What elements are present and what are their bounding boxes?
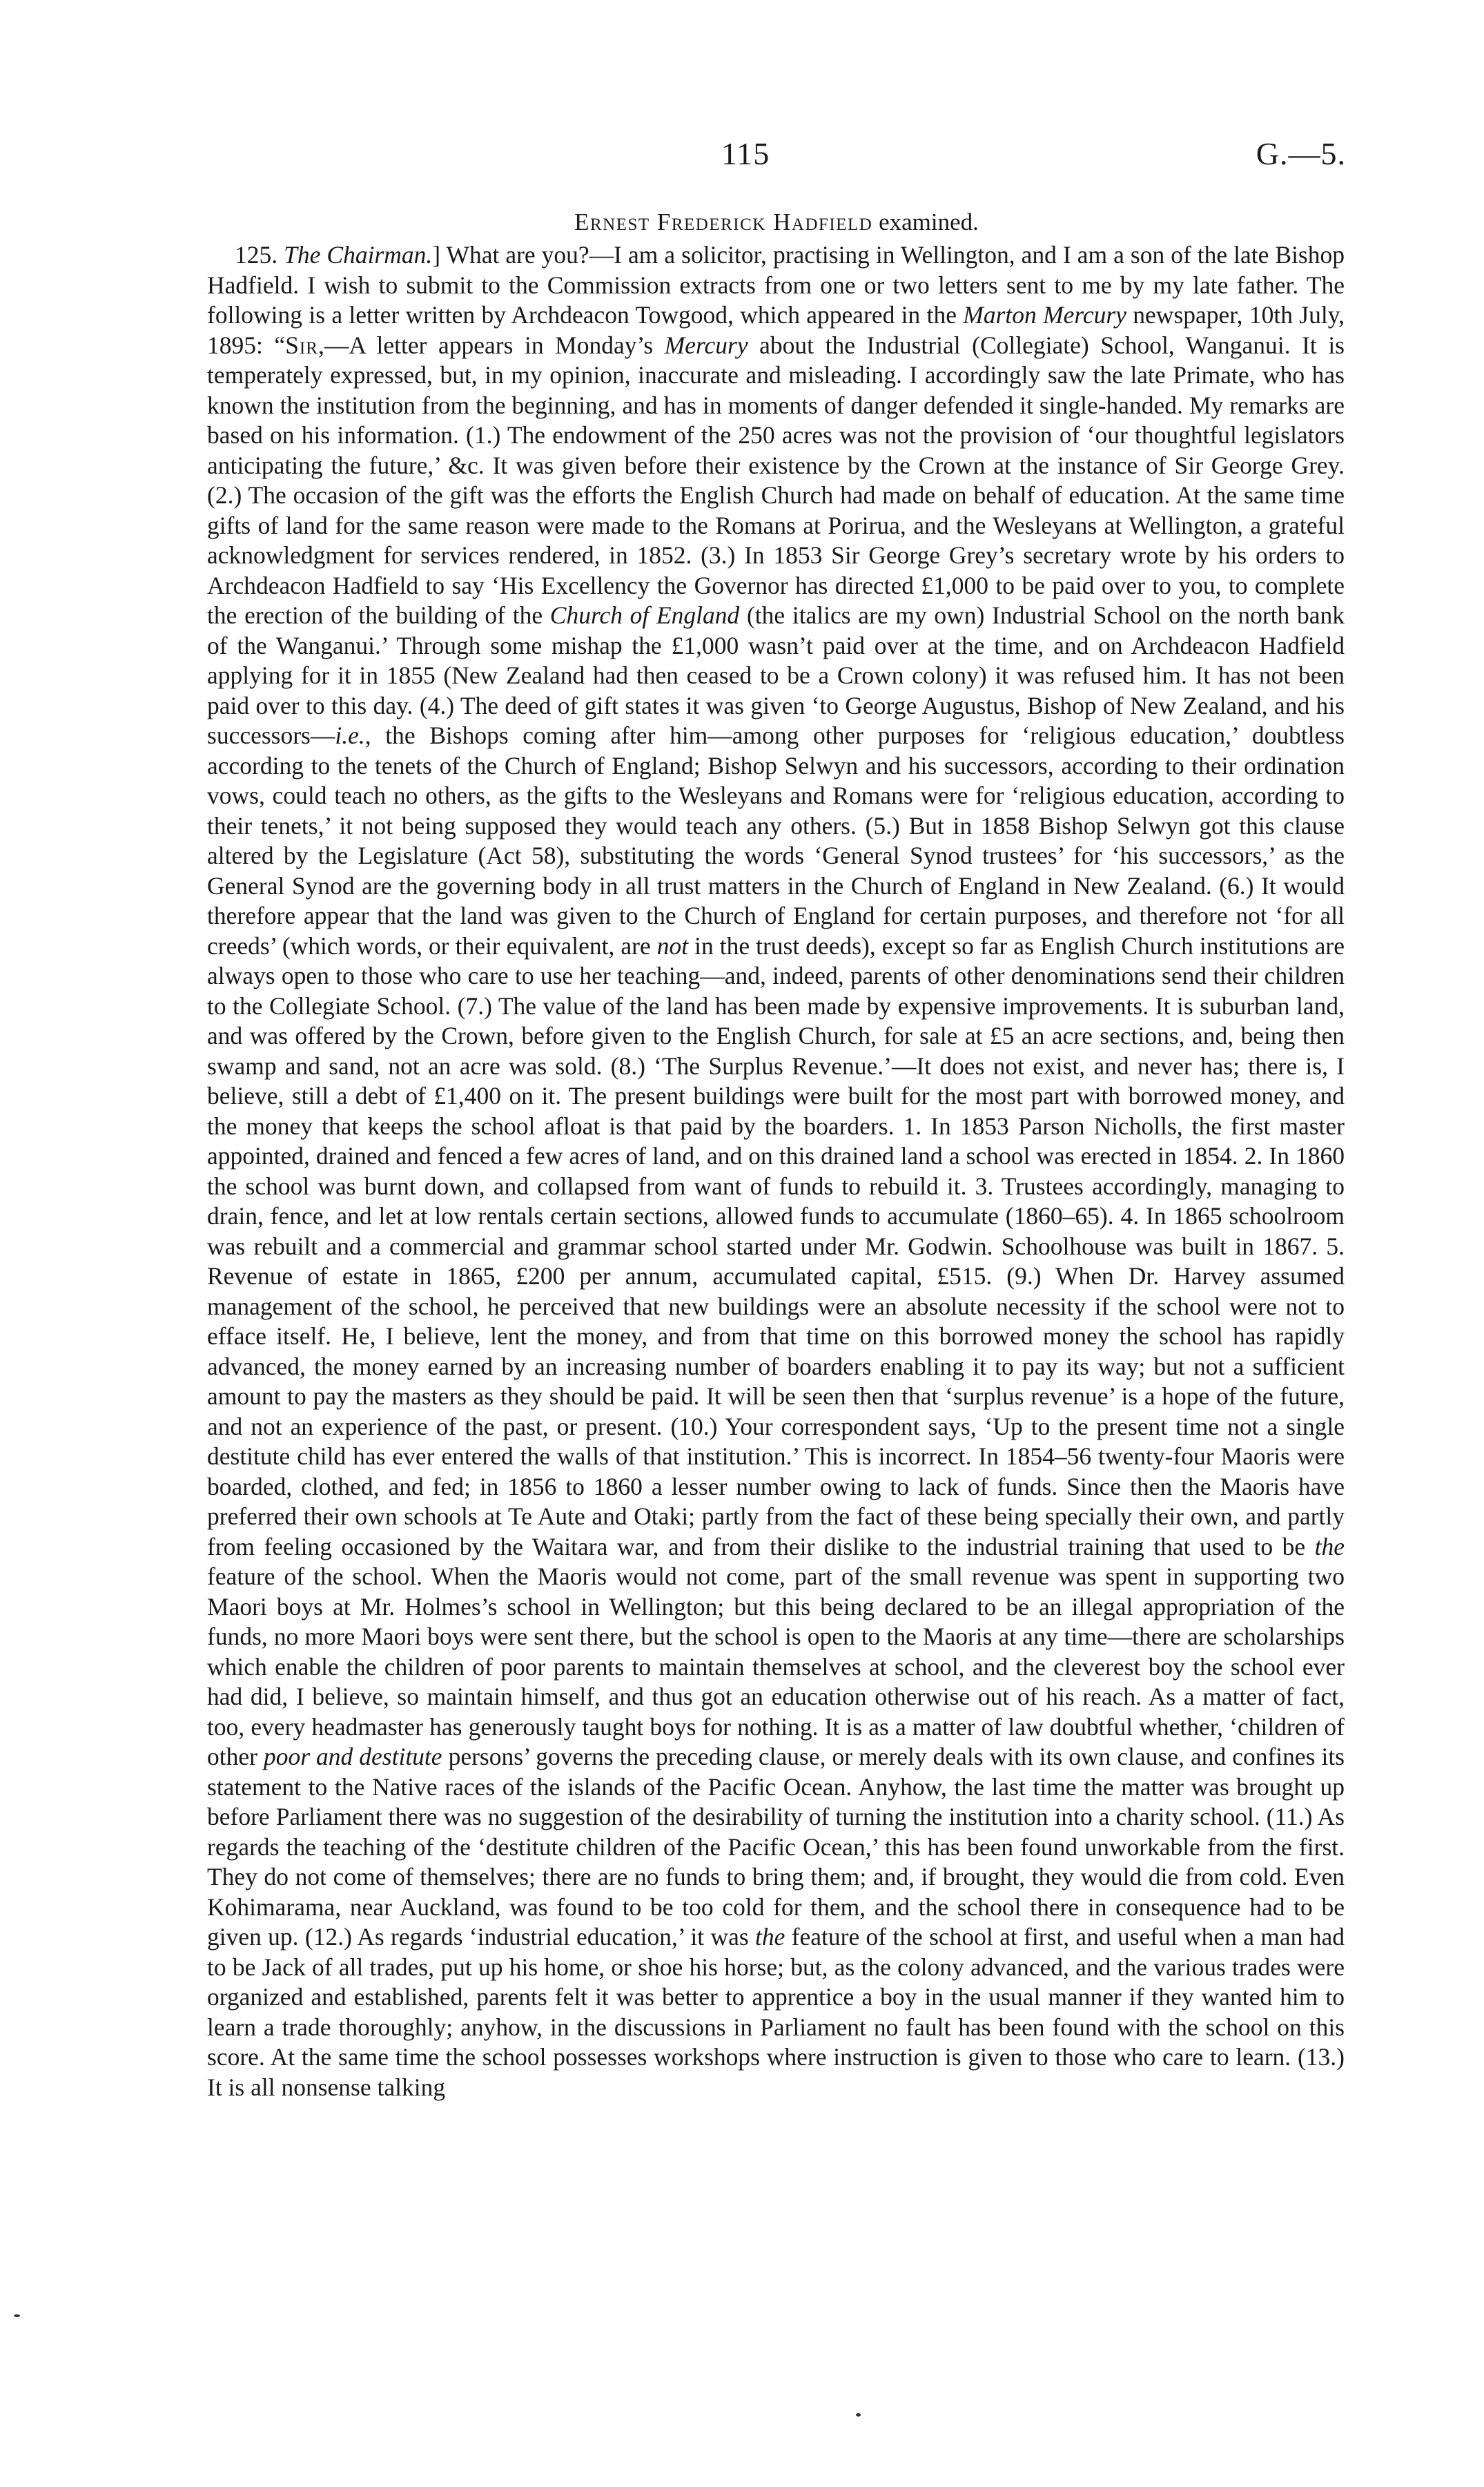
document-reference: G.—5. <box>1256 136 1346 171</box>
italic-emphasis: the <box>1314 1532 1345 1560</box>
witness-name: Ernest Frederick Hadfield <box>574 209 873 235</box>
stray-ink-mark <box>856 2413 861 2417</box>
testimony-paragraph <box>207 240 1345 2102</box>
text-run: feature of the school. When the Maoris would not come, part of the small revenue was spent in supporting two Maori boys at Mr. Holmes’s school in Wellington; but this being declared to be an illegal appropriation of the funds, no more Maori boys were sent there, but the school is open to the Maoris at any time—there are scholarships which enable the children of poor parents to maintain themselves at school, and the cleverest boy the school ever had did, I believe, so maintain himself, and thus got an education otherwise out of his reach. As a matter of fact, too, every headmaster has generously taught boys for nothing. It is as a matter of law doubtful whether, ‘children of other <box>207 1562 1345 1770</box>
text-run: (the italics are my own) Industrial School on the north bank of the Wanganui.’ Through some mishap the £1,000 wasn’t paid over at the time, and on Archdeacon Hadfield applying for it in 1855 (New Zealand had then ceased to be a Crown colony) it was refused him. It has not been paid over to this day. (4.) The deed of gift states it was given ‘to George Augustus, Bishop of New Zealand, and his successors— <box>207 601 1345 749</box>
italic-emphasis: the <box>754 1923 785 1951</box>
witness-heading <box>207 209 1346 236</box>
italic-emphasis: poor and destitute <box>263 1743 442 1770</box>
text-run: about the Industrial (Collegiate) School, Wanganui. It is temperately expressed, but, in my opinion, inaccurate and misleading. I accordingly saw the late Primate, who has known the institution from the beginning, and has in moments of danger defended it single-handed. My remarks are based on his information. (1.) The endowment of the 250 acres was not the provision of ‘our thoughtful legislators anticipating the future,’ &c. It was given before their existence by the Crown at the instance of Sir George Grey. (2.) The occasion of the gift was the efforts the English Church had made on behalf of education. At the same time gifts of land for the same reason were made to the Romans at Porirua, and the Wesleyans at Wellington, a grateful acknowledgment for services rendered, in 1852. (3.) In 1853 Sir George Grey’s secretary wrote by his orders to Archdeacon Hadfield to say ‘His Excellency the Governor has directed £1,000 to be paid over to you, to complete the erection of the building of the <box>207 331 1345 629</box>
italic-emphasis: Church of England <box>549 601 740 629</box>
text-run: newspaper, 10th July, 1895: “ <box>207 301 1345 359</box>
text-run: in the trust deeds), except so far as English Church institutions are always open to those who care to use her teaching—and, indeed, parents of other denominations send their children to the Collegiate School. (7.) The value of the land has been made by expensive improvements. It is suburban land, and was offered by the Crown, before given to the English Church, for sale at £5 an acre sections, and, being then swamp and sand, not an acre was sold. (8.) ‘The Surplus Revenue.’—It does not exist, and never has; there is, I believe, still a debt of £1,400 on it. The present buildings were built for the most part with borrowed money, and the money that keeps the school afloat is that paid by the boarders. 1. In 1853 Parson Nicholls, the first master appointed, drained and fenced a few acres of land, and on this drained land a school was erected in 1854. 2. In 1860 the school was burnt down, and collapsed from want of funds to rebuild it. 3. Trustees accordingly, managing to drain, fence, and let at low rentals certain sections, allowed funds to accumulate (1860–65). 4. In 1865 schoolroom was rebuilt and a commercial and grammar school started under Mr. Godwin. Schoolhouse was built in 1867. 5. Revenue of estate in 1865, £200 per annum, accumulated capital, £515. (9.) When Dr. Harvey assumed management of the school, he perceived that new buildings were an absolute necessity if the school were not to efface itself. He, I believe, lent the money, and from that time on this borrowed money the school has rapidly advanced, the money earned by an increasing number of boarders enabling it to pay its way; but not a sufficient amount to pay the masters as they should be paid. It will be seen then that ‘surplus revenue’ is a hope of the future, and not an experience of the past, or present. (10.) Your correspondent says, ‘Up to the present time not a single destitute child has ever entered the walls of that institution.’ This is incorrect. In 1854–56 twenty-four Maoris were boarded, clothed, and fed; in 1856 to 1860 a lesser number owing to lack of funds. Since then the Maoris have preferred their own schools at Te Aute and Otaki; partly from the fact of these being specially their own, and partly from feeling occasioned by the Waitara war, and from their dislike to the industrial training that used to be <box>207 931 1345 1560</box>
question-number: 125. <box>235 241 284 269</box>
newspaper-title: Marton Mercury <box>963 301 1126 329</box>
body-text <box>207 240 1345 2102</box>
speaker-label: The Chairman. <box>284 241 433 269</box>
newspaper-title-short: Mercury <box>664 331 748 359</box>
italic-emphasis: i.e. <box>335 722 365 749</box>
text-run: ,—A letter appears in Monday’s <box>318 331 665 359</box>
text-run: feature of the school at first, and useful when a man had to be Jack of all trades, put up his home, or shoe his horse; but, as the colony advanced, and the various trades were organized and established, parents felt it was better to apprentice a boy in the usual manner if they wanted him to learn a trade thoroughly; anyhow, in the discussions in Parliament no fault has been found with the school on this score. At the same time the school possesses workshops where instruction is given to those who care to learn. (13.) It is all nonsense talking <box>207 1923 1345 2101</box>
text-run: ] What are you?—I am a solicitor, practising in Wellington, and I am a son of the late Bishop Hadfield. I wish to submit to the Commission extracts from one or two letters sent to me by my late father. The following is a letter written by Archdeacon Towgood, which appeared in the <box>207 241 1345 329</box>
salutation: Sir <box>285 331 318 359</box>
text-run: persons’ governs the preceding clause, or merely deals with its own clause, and confines its statement to the Native races of the islands of the Pacific Ocean. Anyhow, the last time the matter was brought up before Parliament there was no suggestion of the desirability of turning the institution into a charity school. (11.) As regards the teaching of the ‘destitute children of the Pacific Ocean,’ this has been found unworkable from the first. They do not come of themselves; there are no funds to bring them; and, if brought, they would die from cold. Even Kohimarama, near Auckland, was found to be too cold for them, and the school there in consequence had to be given up. (12.) As regards ‘industrial education,’ it was <box>207 1743 1345 1951</box>
page-number: 115 <box>721 136 770 171</box>
italic-emphasis: not <box>656 931 689 960</box>
text-run: , the Bishops coming after him—among other purposes for ‘religious education,’ doubtless according to the tenets of the Church of England; Bishop Selwyn and his successors, according to their ordination vows, could teach no others, as the gifts to the Wesleyans and Romans were for ‘religious education, according to their tenets,’ it not being supposed they would teach any others. (5.) But in 1858 Bishop Selwyn got this clause altered by the Legislature (Act 58), substituting the words ‘General Synod trustees’ for ‘his successors,’ as the General Synod are the governing body in all trust matters in the Church of England in New Zealand. (6.) It would therefore appear that the land was given to the Church of England for certain purposes, and therefore not ‘for all creeds’ (which words, or their equivalent, are <box>207 722 1345 960</box>
stray-ink-mark <box>14 2314 20 2317</box>
heading-suffix: examined. <box>872 209 979 235</box>
running-head <box>207 135 1346 177</box>
